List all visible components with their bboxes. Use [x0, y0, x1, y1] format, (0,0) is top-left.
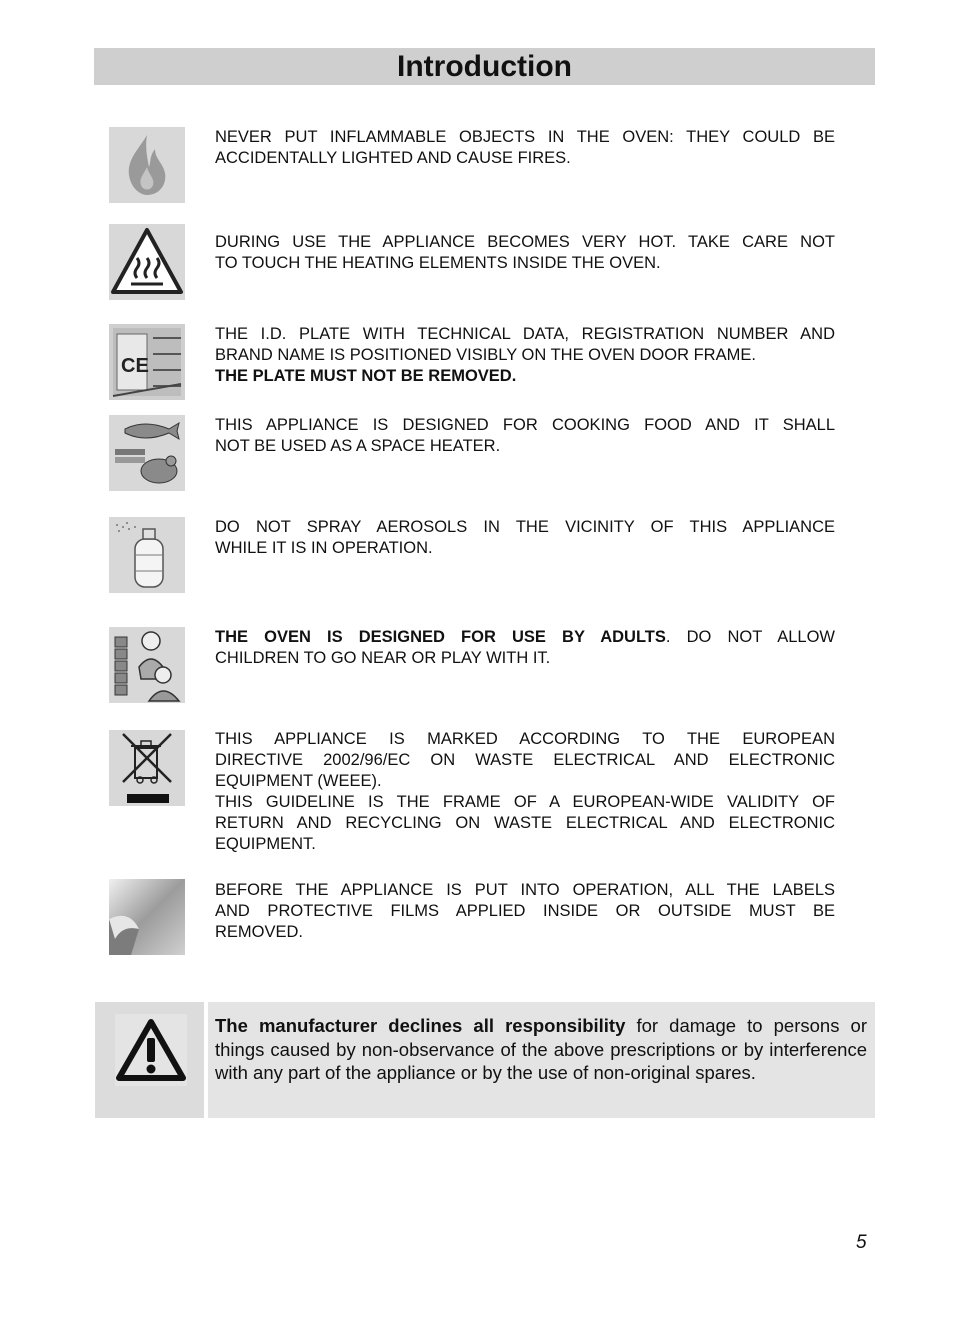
safety-text-line: ACCIDENTALLY LIGHTED AND CAUSE FIRES.: [215, 149, 571, 167]
safety-text-line: DO NOT SPRAY AEROSOLS IN THE VICINITY OF THIS APPLIANCE: [215, 518, 835, 536]
safety-text-line: RETURN AND RECYCLING ON WASTE ELECTRICAL AND ELECTRONIC: [215, 814, 835, 832]
safety-text-line: BRAND NAME IS POSITIONED VISIBLY ON THE OVEN DOOR FRAME.: [215, 346, 756, 364]
protective-film-icon: [109, 879, 185, 955]
aerosol-can-icon: [109, 517, 185, 593]
disclaimer-bold-lead: The manufacturer declines all responsibility: [215, 1015, 626, 1036]
hot-surface-warning-icon: [109, 224, 185, 300]
disclaimer-text: [215, 1014, 867, 1085]
page-title: Introduction: [397, 50, 572, 83]
id-plate-icon: [109, 324, 185, 400]
safety-text-line: . DO NOT ALLOW: [665, 628, 835, 646]
disclaimer-body: for damage to persons or things caused by non-observance of the above prescriptions or by interference with any part of the appliance or by the use of non-original spares.: [215, 1015, 868, 1083]
safety-text-line: DURING USE THE APPLIANCE BECOMES VERY HOT. TAKE CARE NOT: [215, 233, 835, 251]
general-warning-icon: [115, 1014, 187, 1086]
safety-text-bold: THE PLATE MUST NOT BE REMOVED.: [215, 367, 517, 385]
title-bar: [94, 48, 875, 85]
safety-text-line: EQUIPMENT (WEEE).: [215, 772, 382, 790]
weee-crossed-bin-icon: [109, 730, 185, 806]
disclaimer-text-panel: [208, 1002, 875, 1118]
safety-text-line: CHILDREN TO GO NEAR OR PLAY WITH IT.: [215, 649, 551, 667]
children-warning-icon: [109, 627, 185, 703]
safety-text-line: AND PROTECTIVE FILMS APPLIED INSIDE OR OUTSIDE MUST BE: [215, 902, 835, 920]
safety-text-line: REMOVED.: [215, 923, 304, 941]
safety-text-line: DIRECTIVE 2002/96/EC ON WASTE ELECTRICAL AND ELECTRONIC: [215, 751, 835, 769]
safety-text-line: WHILE IT IS IN OPERATION.: [215, 539, 433, 557]
safety-text-line: THIS GUIDELINE IS THE FRAME OF A EUROPEAN-WIDE VALIDITY OF: [215, 793, 835, 811]
safety-text-line: THIS APPLIANCE IS DESIGNED FOR COOKING FOOD AND IT SHALL: [215, 416, 835, 434]
safety-text-line: BEFORE THE APPLIANCE IS PUT INTO OPERATION, ALL THE LABELS: [215, 881, 835, 899]
disclaimer-icon-panel: [95, 1002, 204, 1118]
safety-text-line: THE I.D. PLATE WITH TECHNICAL DATA, REGISTRATION NUMBER AND: [215, 325, 835, 343]
food-cooking-icon: [109, 415, 185, 491]
safety-text-line: EQUIPMENT.: [215, 835, 316, 853]
page-number: 5: [856, 1232, 867, 1253]
safety-text-line: NEVER PUT INFLAMMABLE OBJECTS IN THE OVEN: THEY COULD BE: [215, 128, 835, 146]
flame-icon: [109, 127, 185, 203]
safety-text-line: TO TOUCH THE HEATING ELEMENTS INSIDE THE OVEN.: [215, 254, 661, 272]
disclaimer-box: [95, 1002, 875, 1118]
safety-text-bold: THE OVEN IS DESIGNED FOR USE BY ADULTS: [215, 628, 666, 646]
safety-text-line: THIS APPLIANCE IS MARKED ACCORDING TO THE EUROPEAN: [215, 730, 835, 748]
safety-text-line: NOT BE USED AS A SPACE HEATER.: [215, 437, 501, 455]
svg-text:CE: CE: [121, 355, 149, 377]
